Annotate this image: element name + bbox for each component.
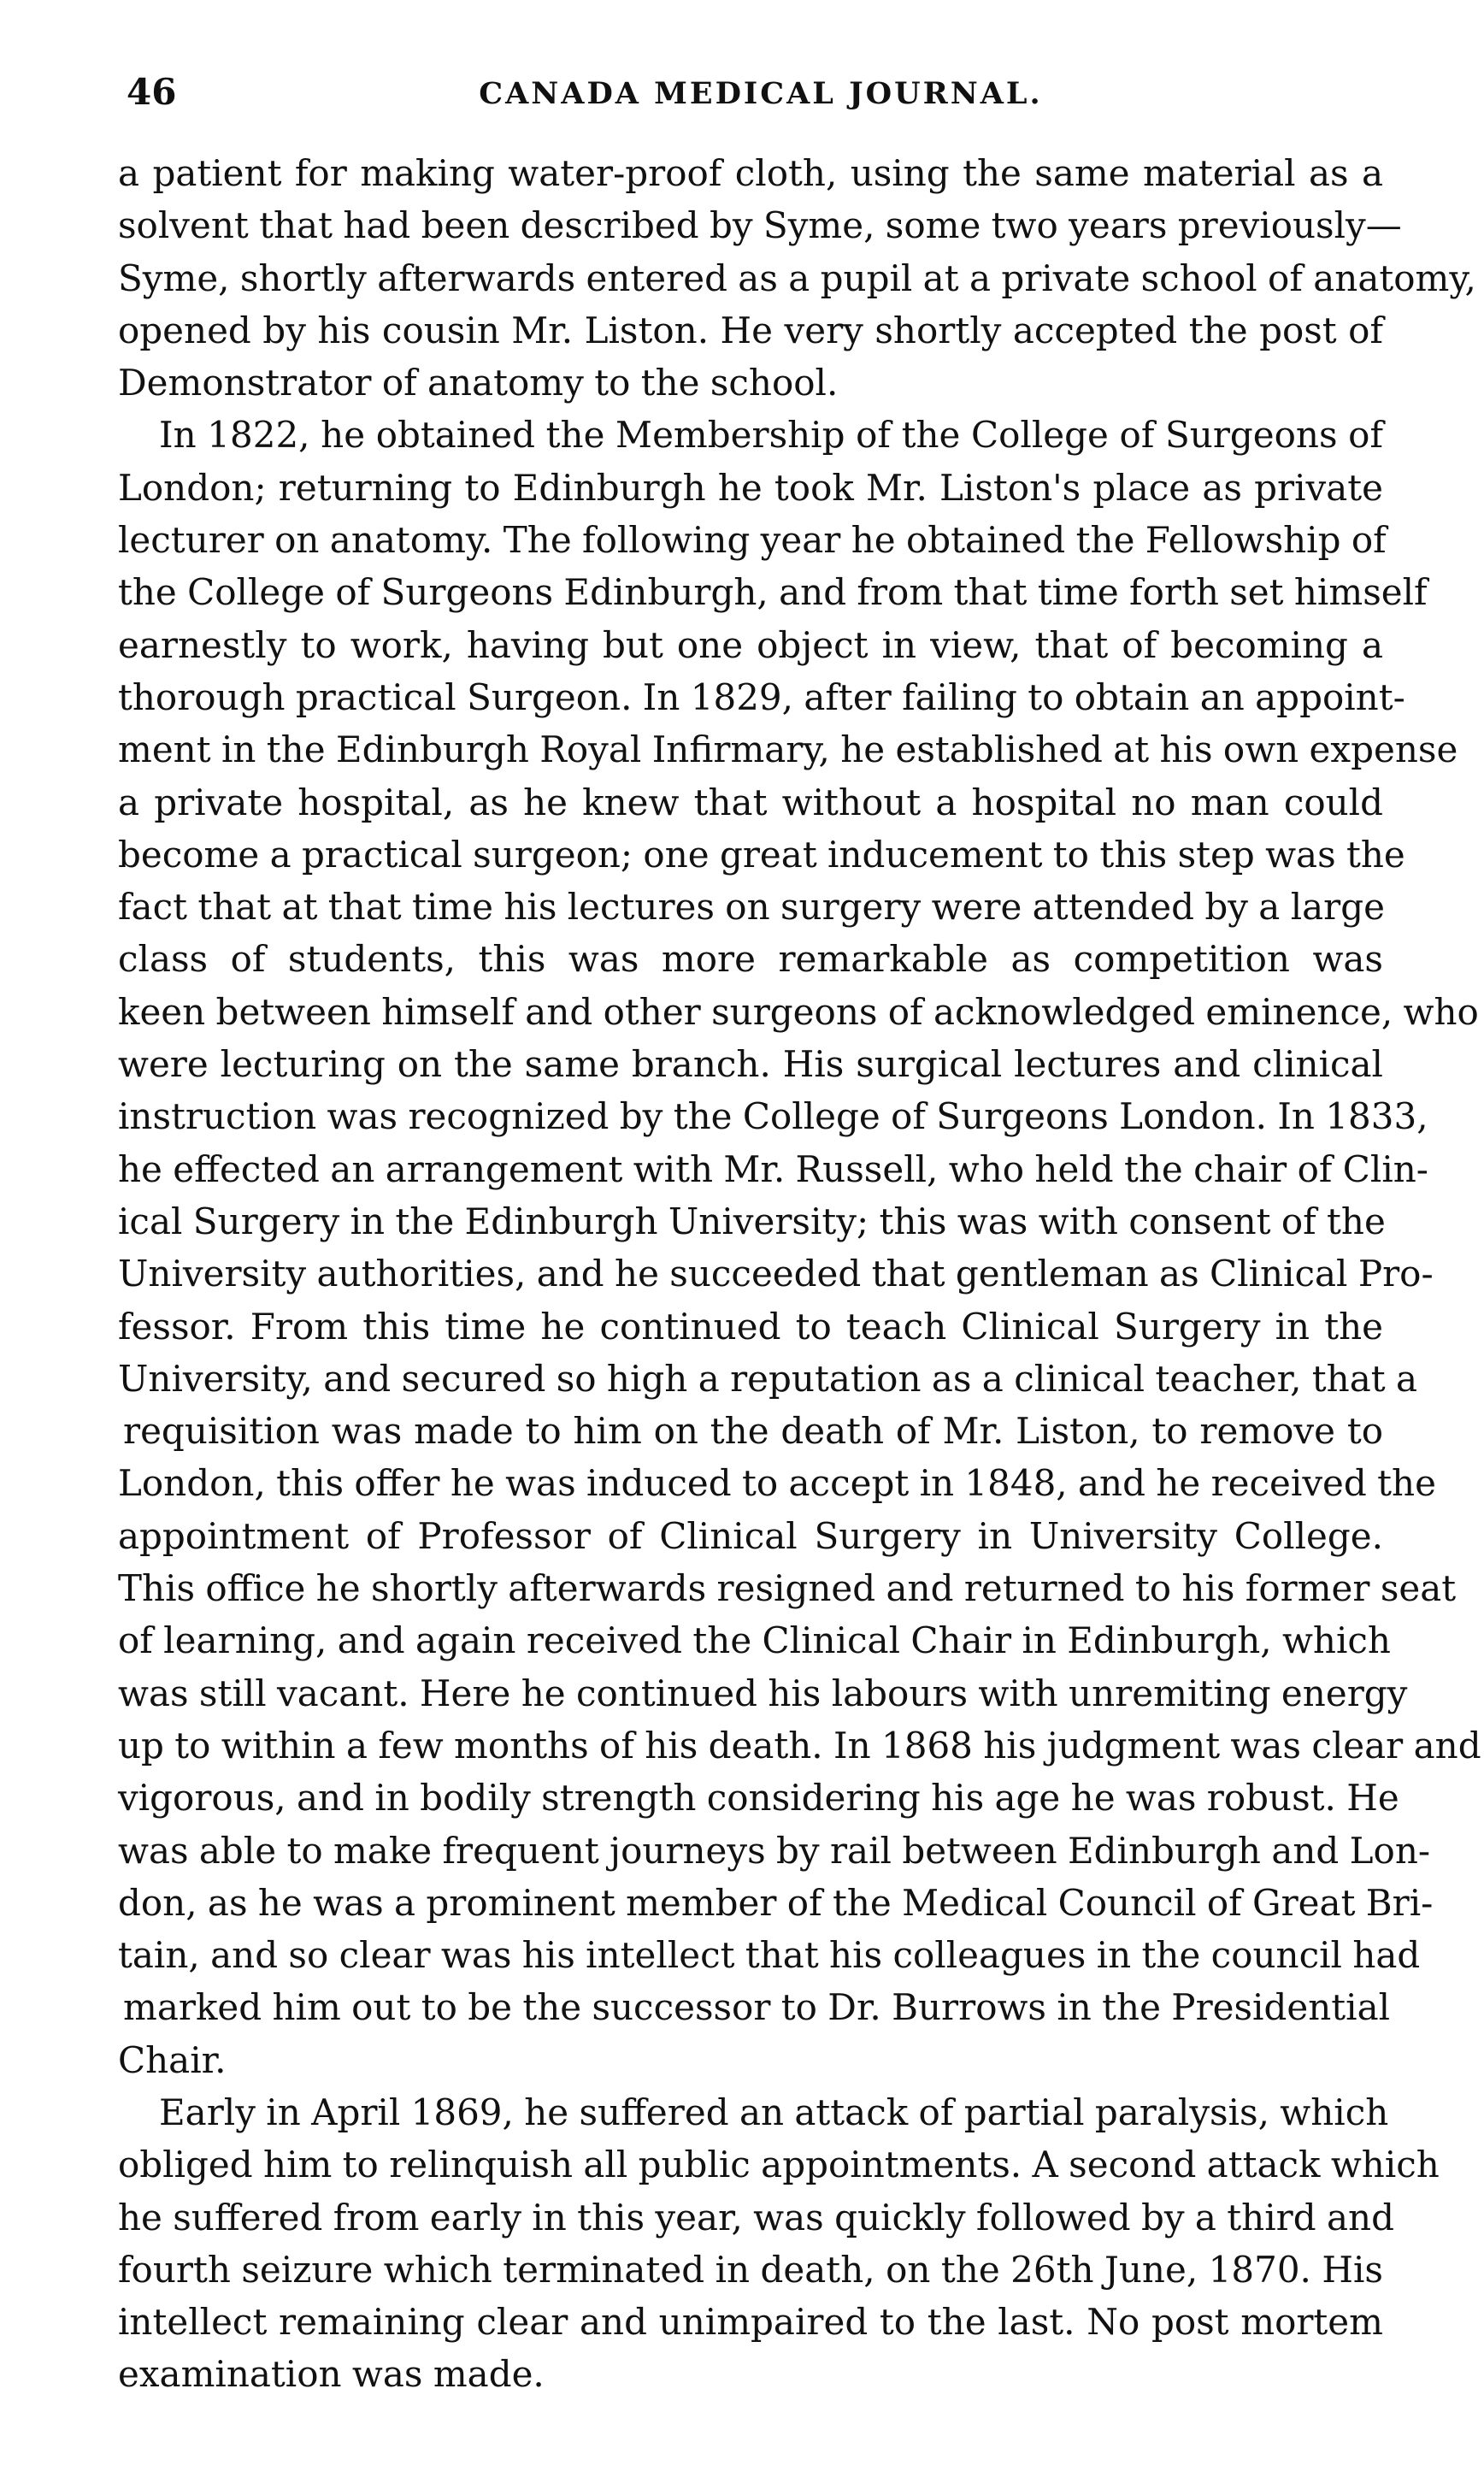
paragraph-2 <box>118 409 1481 2086</box>
text-line: vigorous, and in bodily strength considering his age he was robust. He <box>118 1777 1399 1820</box>
text-line: were lecturing on the same branch. His surgical lectures and clinical <box>118 1043 1383 1086</box>
text-line: opened by his cousin Mr. Liston. He very shortly accepted the post of <box>118 309 1383 351</box>
text-line: of learning, and again received the Clinical Chair in Edinburgh, which <box>118 1619 1391 1662</box>
text-line: he suffered from early in this year, was quickly followed by a third and <box>118 2196 1394 2238</box>
text-line: fact that at that time his lectures on surgery were attended by a large <box>118 886 1385 929</box>
text-line: tain, and so clear was his intellect that his colleagues in the council had <box>118 1934 1421 1977</box>
text-line: requisition was made to him on the death of Mr. Liston, to remove to <box>123 1410 1383 1453</box>
text-line: ment in the Edinburgh Royal Infirmary, he established at his own expense <box>118 728 1458 771</box>
text-line: a private hospital, as he knew that without a hospital no man could <box>118 781 1383 823</box>
text-line: London; returning to Edinburgh he took Mr. Liston's place as private <box>118 466 1383 509</box>
article-body <box>118 147 1481 2401</box>
text-line: intellect remaining clear and unimpaired to the last. No post mortem <box>118 2301 1383 2344</box>
journal-title: CANADA MEDICAL JOURNAL. <box>479 76 1043 111</box>
text-line: examination was made. <box>118 2353 545 2396</box>
text-line: Early in April 1869, he suffered an attack of partial paralysis, which <box>159 2091 1389 2133</box>
text-line: Demonstrator of anatomy to the school. <box>118 362 839 404</box>
running-head <box>120 70 1402 121</box>
text-line: instruction was recognized by the College of Surgeons London. In 1833, <box>118 1095 1428 1138</box>
text-line: fourth seizure which terminated in death, on the 26th June, 1870. His <box>118 2248 1383 2291</box>
text-line: This office he shortly afterwards resigned and returned to his former seat <box>118 1567 1457 1610</box>
paragraph-1 <box>118 147 1476 409</box>
text-line: was still vacant. Here he continued his labours with unremiting energy <box>118 1672 1408 1714</box>
text-line: London, this offer he was induced to accept in 1848, and he received the <box>118 1462 1436 1505</box>
text-line: solvent that had been described by Syme, some two years previously— <box>118 204 1402 247</box>
text-line: up to within a few months of his death. In 1868 his judgment was clear and <box>118 1724 1481 1766</box>
text-line: University authorities, and he succeeded that gentleman as Clinical Pro- <box>118 1253 1434 1295</box>
paragraph-3 <box>118 2086 1440 2401</box>
text-line: Chair. <box>118 2038 227 2081</box>
text-line: become a practical surgeon; one great inducement to this step was the <box>118 833 1405 876</box>
text-line: thorough practical Surgeon. In 1829, after failing to obtain an appoint- <box>118 675 1405 718</box>
text-line: don, as he was a prominent member of the Medical Council of Great Bri- <box>118 1881 1434 1924</box>
page-number: 46 <box>127 71 177 113</box>
text-line: class of students, this was more remarkable as competition was <box>118 938 1383 981</box>
text-line: a patient for making water-proof cloth, using the same material as a <box>118 152 1383 194</box>
text-line: earnestly to work, having but one object in view, that of becoming a <box>118 623 1383 666</box>
text-line: was able to make frequent journeys by rail between Edinburgh and Lon- <box>118 1829 1431 1872</box>
text-line: marked him out to be the successor to Dr. Burrows in the Presidential <box>123 1986 1391 2029</box>
text-line: University, and secured so high a reputation as a clinical teacher, that a <box>118 1357 1418 1400</box>
text-line: fessor. From this time he continued to teach Clinical Surgery in the <box>118 1305 1383 1348</box>
text-line: obliged him to relinquish all public appointments. A second attack which <box>118 2144 1440 2186</box>
text-line: he effected an arrangement with Mr. Russell, who held the chair of Clin- <box>118 1147 1428 1190</box>
text-line: keen between himself and other surgeons of acknowledged eminence, who <box>118 990 1479 1033</box>
text-line: Syme, shortly afterwards entered as a pupil at a private school of anatomy, <box>118 257 1476 299</box>
text-line: appointment of Professor of Clinical Surgery in University College. <box>118 1514 1383 1557</box>
text-line: ical Surgery in the Edinburgh University; this was with consent of the <box>118 1200 1386 1242</box>
text-line: lecturer on anatomy. The following year he obtained the Fellowship of <box>118 519 1387 562</box>
text-line: the College of Surgeons Edinburgh, and from that time forth set himself <box>118 571 1428 614</box>
text-line: In 1822, he obtained the Membership of the College of Surgeons of <box>159 414 1383 457</box>
